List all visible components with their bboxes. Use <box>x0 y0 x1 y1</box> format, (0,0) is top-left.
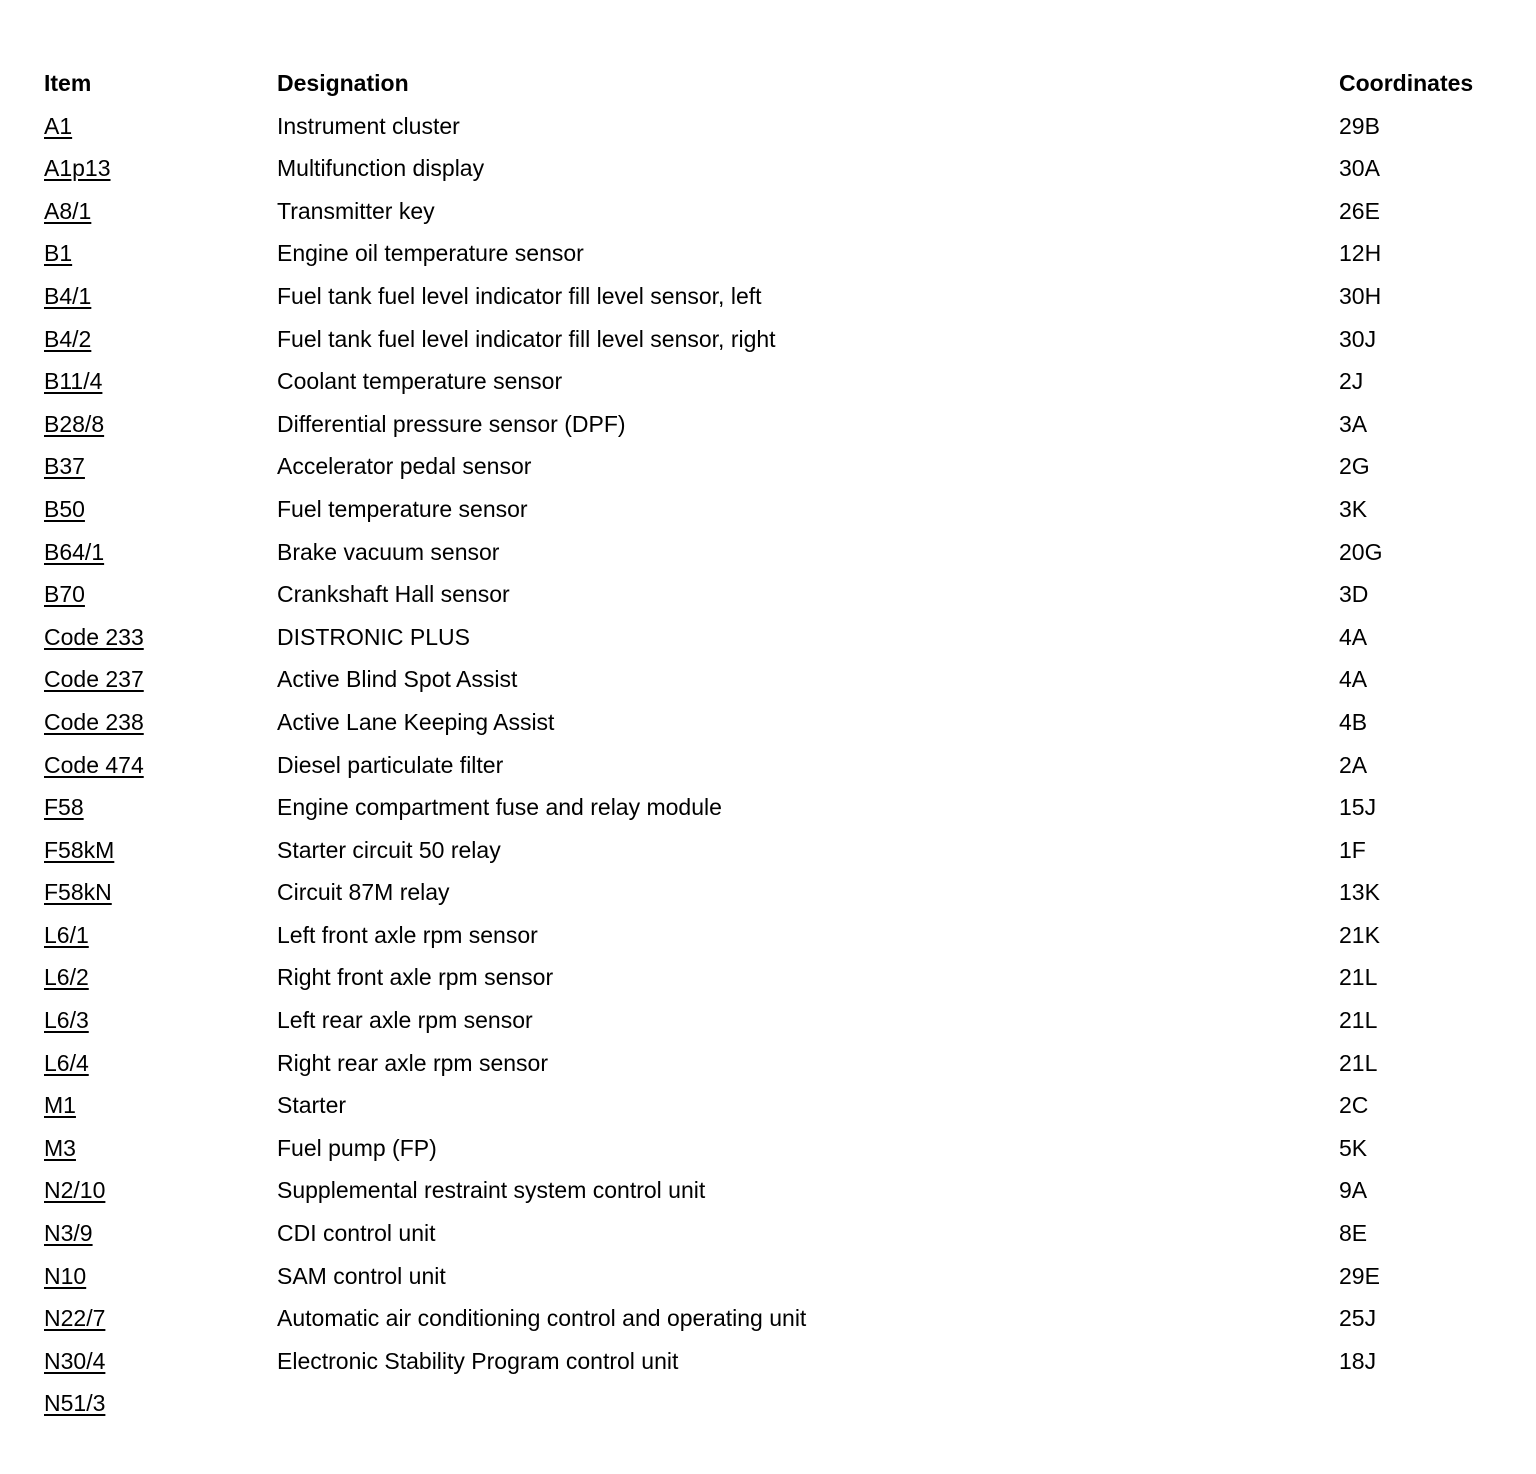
table-row <box>44 744 1524 787</box>
item-link[interactable]: B70 <box>44 581 85 608</box>
item-cell <box>44 1042 89 1084</box>
header-coordinates: Coordinates <box>1339 70 1474 96</box>
designation-cell: Starter <box>277 1092 347 1119</box>
item-cell <box>44 1127 76 1169</box>
designation-cell: Active Lane Keeping Assist <box>277 708 555 735</box>
coordinates-cell: 25J <box>1339 1305 1377 1332</box>
coordinates-cell: 4B <box>1339 708 1368 735</box>
table-row <box>44 871 1524 914</box>
table-row <box>44 701 1524 744</box>
coordinates-cell: 2C <box>1339 1092 1369 1119</box>
coordinates-cell: 12H <box>1339 240 1382 267</box>
item-cell <box>44 105 72 147</box>
item-link[interactable]: B37 <box>44 453 85 480</box>
table-body <box>44 105 1524 1425</box>
item-link[interactable]: L6/3 <box>44 1007 89 1034</box>
coordinates-cell: 21K <box>1339 921 1380 948</box>
table-row <box>44 1042 1524 1085</box>
item-link[interactable]: M1 <box>44 1092 76 1119</box>
table-row <box>44 999 1524 1042</box>
table-row <box>44 1382 1524 1425</box>
component-legend-table <box>44 62 1524 1425</box>
item-cell <box>44 1084 76 1126</box>
item-cell <box>44 956 89 998</box>
item-cell <box>44 1255 86 1297</box>
item-cell <box>44 147 111 189</box>
item-cell <box>44 445 85 487</box>
table-row <box>44 573 1524 616</box>
coordinates-cell: 21L <box>1339 964 1378 991</box>
item-cell <box>44 1169 105 1211</box>
designation-cell: Fuel tank fuel level indicator fill level sensor, left <box>277 282 762 309</box>
coordinates-cell: 4A <box>1339 666 1368 693</box>
coordinates-cell: 29B <box>1339 112 1380 139</box>
designation-cell: Left front axle rpm sensor <box>277 921 538 948</box>
table-header-row <box>44 62 1524 105</box>
item-cell <box>44 999 89 1041</box>
designation-cell: Fuel temperature sensor <box>277 495 528 522</box>
coordinates-cell: 3D <box>1339 581 1369 608</box>
item-cell <box>44 403 104 445</box>
table-row <box>44 786 1524 829</box>
coordinates-cell: 30J <box>1339 325 1377 352</box>
coordinates-cell: 5K <box>1339 1134 1368 1161</box>
designation-cell: Accelerator pedal sensor <box>277 453 532 480</box>
table-row <box>44 1212 1524 1255</box>
item-link[interactable]: A8/1 <box>44 197 92 224</box>
coordinates-cell: 8E <box>1339 1220 1368 1247</box>
designation-cell: Fuel pump (FP) <box>277 1134 437 1161</box>
coordinates-cell: 1F <box>1339 836 1366 863</box>
table-row <box>44 1127 1524 1170</box>
coordinates-cell: 3K <box>1339 495 1368 522</box>
designation-cell: CDI control unit <box>277 1220 436 1247</box>
table-row <box>44 105 1524 148</box>
table-row <box>44 403 1524 446</box>
table-row <box>44 147 1524 190</box>
item-link[interactable]: N3/9 <box>44 1220 93 1247</box>
table-row <box>44 1297 1524 1340</box>
item-cell <box>44 318 91 360</box>
coordinates-cell: 21L <box>1339 1049 1378 1076</box>
designation-cell: Diesel particulate filter <box>277 751 504 778</box>
coordinates-cell: 9A <box>1339 1177 1368 1204</box>
coordinates-cell: 3A <box>1339 410 1368 437</box>
coordinates-cell: 29E <box>1339 1262 1380 1289</box>
designation-cell: Multifunction display <box>277 155 485 182</box>
coordinates-cell: 18J <box>1339 1347 1377 1374</box>
item-link[interactable]: N2/10 <box>44 1177 106 1204</box>
coordinates-cell: 2J <box>1339 368 1364 395</box>
item-cell <box>44 360 102 402</box>
table-row <box>44 1255 1524 1298</box>
header-designation: Designation <box>277 70 409 96</box>
designation-cell: Coolant temperature sensor <box>277 368 563 395</box>
designation-cell: Instrument cluster <box>277 112 460 139</box>
designation-cell: Electronic Stability Program control unit <box>277 1347 679 1374</box>
designation-cell: Circuit 87M relay <box>277 879 450 906</box>
item-link[interactable]: N10 <box>44 1262 87 1289</box>
item-cell <box>44 232 72 274</box>
table-row <box>44 1084 1524 1127</box>
item-link[interactable]: B4/1 <box>44 282 92 309</box>
item-cell <box>44 914 89 956</box>
designation-cell: Automatic air conditioning control and operating unit <box>277 1305 807 1332</box>
item-cell <box>44 1340 105 1382</box>
item-cell <box>44 871 112 913</box>
item-cell <box>44 616 144 658</box>
designation-cell: Brake vacuum sensor <box>277 538 500 565</box>
item-link[interactable]: M3 <box>44 1134 76 1161</box>
item-link[interactable]: F58kN <box>44 879 112 906</box>
table-row <box>44 658 1524 701</box>
table-row <box>44 232 1524 275</box>
item-link[interactable]: B50 <box>44 495 85 522</box>
item-cell <box>44 701 144 743</box>
item-link[interactable]: Code 233 <box>44 623 144 650</box>
item-link[interactable]: L6/4 <box>44 1049 89 1076</box>
table-row <box>44 190 1524 233</box>
item-cell <box>44 1297 105 1339</box>
designation-cell: Engine oil temperature sensor <box>277 240 584 267</box>
coordinates-cell: 4A <box>1339 623 1368 650</box>
item-link[interactable]: Code 238 <box>44 708 144 735</box>
item-link[interactable]: A1 <box>44 112 73 139</box>
designation-cell: Engine compartment fuse and relay module <box>277 794 722 821</box>
coordinates-cell: 21L <box>1339 1007 1378 1034</box>
table-row <box>44 956 1524 999</box>
table-row <box>44 1340 1524 1383</box>
table-row <box>44 914 1524 957</box>
item-cell <box>44 658 144 700</box>
table-row <box>44 275 1524 318</box>
item-cell <box>44 190 91 232</box>
item-link[interactable]: B11/4 <box>44 368 103 395</box>
table-row <box>44 488 1524 531</box>
item-link[interactable]: F58 <box>44 794 84 821</box>
coordinates-cell: 20G <box>1339 538 1383 565</box>
table-row <box>44 531 1524 574</box>
designation-cell: Differential pressure sensor (DPF) <box>277 410 626 437</box>
coordinates-cell: 2G <box>1339 453 1370 480</box>
item-cell <box>44 275 91 317</box>
coordinates-cell: 30A <box>1339 155 1380 182</box>
coordinates-cell: 2A <box>1339 751 1368 778</box>
item-cell <box>44 786 84 828</box>
designation-cell: Supplemental restraint system control unit <box>277 1177 706 1204</box>
coordinates-cell: 26E <box>1339 197 1380 224</box>
item-cell <box>44 744 144 786</box>
header-item: Item <box>44 70 92 96</box>
table-row <box>44 616 1524 659</box>
designation-cell: Right rear axle rpm sensor <box>277 1049 548 1076</box>
table-row <box>44 318 1524 361</box>
item-cell <box>44 573 85 615</box>
item-link[interactable]: B28/8 <box>44 410 105 437</box>
item-link[interactable]: B4/2 <box>44 325 92 352</box>
item-cell <box>44 1382 105 1424</box>
item-link[interactable]: A1p13 <box>44 155 111 182</box>
item-cell <box>44 1212 93 1254</box>
item-cell <box>44 531 104 573</box>
coordinates-cell: 15J <box>1339 794 1377 821</box>
designation-cell: Transmitter key <box>277 197 435 224</box>
designation-cell: Crankshaft Hall sensor <box>277 581 510 608</box>
item-link[interactable]: Code 237 <box>44 666 144 693</box>
table-row <box>44 829 1524 872</box>
coordinates-cell: 13K <box>1339 879 1380 906</box>
table-row <box>44 1169 1524 1212</box>
item-link[interactable]: L6/1 <box>44 921 89 948</box>
designation-cell: Fuel tank fuel level indicator fill level sensor, right <box>277 325 776 352</box>
designation-cell: Right front axle rpm sensor <box>277 964 554 991</box>
item-link[interactable]: N51/3 <box>44 1390 106 1417</box>
designation-cell: Active Blind Spot Assist <box>277 666 518 693</box>
item-cell <box>44 829 114 871</box>
coordinates-cell: 30H <box>1339 282 1382 309</box>
item-cell <box>44 488 85 530</box>
table-row <box>44 360 1524 403</box>
item-link[interactable]: N22/7 <box>44 1305 106 1332</box>
item-link[interactable]: L6/2 <box>44 964 89 991</box>
item-link[interactable]: N30/4 <box>44 1347 106 1374</box>
designation-cell: Left rear axle rpm sensor <box>277 1007 533 1034</box>
designation-cell: Starter circuit 50 relay <box>277 836 501 863</box>
designation-cell: DISTRONIC PLUS <box>277 623 470 650</box>
item-link[interactable]: B64/1 <box>44 538 105 565</box>
item-link[interactable]: F58kM <box>44 836 115 863</box>
designation-cell: SAM control unit <box>277 1262 446 1289</box>
item-link[interactable]: Code 474 <box>44 751 144 778</box>
table-row <box>44 445 1524 488</box>
item-link[interactable]: B1 <box>44 240 73 267</box>
